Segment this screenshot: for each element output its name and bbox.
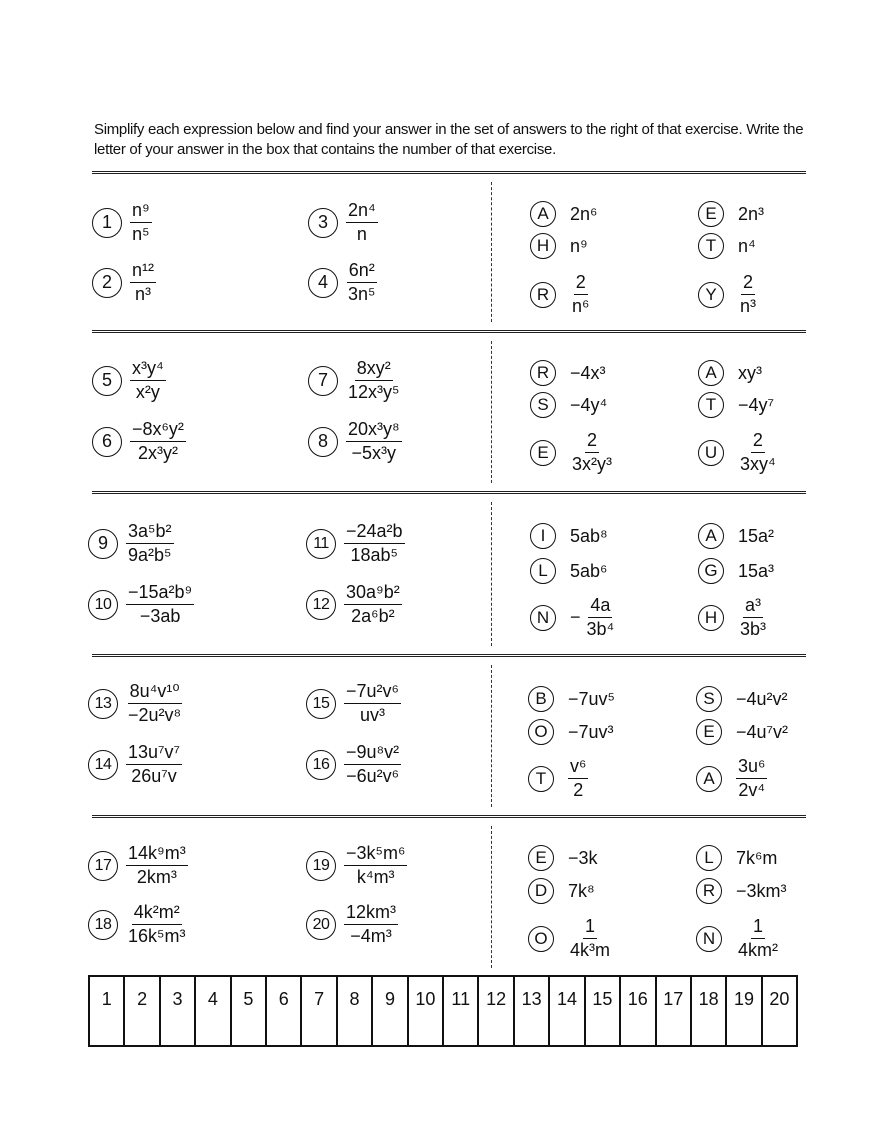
- answer-letter: Y: [698, 282, 724, 308]
- fraction: $\frac{\text{4k²m²}}{\text{16k⁵m³}}$: [128, 902, 186, 946]
- answer-letter: A: [530, 201, 556, 227]
- problem-20: [306, 902, 398, 947]
- column-divider: [491, 341, 492, 483]
- answer-box[interactable]: 8: [338, 977, 373, 1045]
- answer-letter: S: [696, 686, 722, 712]
- fraction: $\frac{4a}{\text{3b⁴}}$: [586, 595, 615, 639]
- column-divider: [491, 665, 492, 807]
- fraction: $\frac{\text{−24a²b}}{\text{18ab⁵}}$: [346, 521, 403, 565]
- problem-number: 5: [92, 366, 122, 396]
- answer-letter: E: [698, 201, 724, 227]
- problem-7: [308, 358, 401, 403]
- column-divider: [491, 502, 492, 646]
- answer-letter: T: [698, 233, 724, 259]
- answer-box[interactable]: 1: [90, 977, 125, 1045]
- answer-choice: [530, 272, 591, 317]
- answer-box[interactable]: 13: [515, 977, 550, 1045]
- answer-choice: A 15a²: [698, 523, 774, 549]
- problem-16: [306, 742, 401, 787]
- problem-number: 2: [92, 268, 122, 298]
- problem-number: 11: [306, 529, 336, 559]
- answer-box[interactable]: 18: [692, 977, 727, 1045]
- answer-letter: O: [528, 926, 554, 952]
- section-divider: [92, 330, 806, 333]
- fraction: $\frac{\text{8xy²}}{\text{12x³y⁵}}$: [348, 358, 400, 402]
- section-divider: [92, 815, 806, 818]
- answer-letter: I: [530, 523, 556, 549]
- fraction: $\frac{\text{12km³}}{\text{−4m³}}$: [346, 902, 397, 946]
- problem-14: [88, 742, 182, 787]
- answer-choice: L 5ab⁶: [530, 558, 607, 584]
- fraction: $\frac{\text{3u⁶}}{\text{2v⁴}}$: [738, 756, 766, 800]
- fraction: $\frac{\text{−9u⁸v²}}{\text{−6u²v⁶}}$: [346, 742, 400, 786]
- fraction: $\frac{\text{n¹²}}{\text{n³}}$: [132, 260, 154, 304]
- answer-choice: [530, 430, 614, 475]
- answer-letter: L: [530, 558, 556, 584]
- problem-number: 20: [306, 910, 336, 940]
- answer-letter: H: [698, 605, 724, 631]
- answer-box[interactable]: 10: [409, 977, 444, 1045]
- fraction: $\frac{1}{\text{4km²}}$: [738, 916, 778, 960]
- fraction: $\frac{\text{−8x⁶y²}}{\text{2x³y²}}$: [132, 419, 184, 463]
- fraction: $\frac{\text{6n²}}{\text{3n⁵}}$: [348, 260, 376, 304]
- answer-choice: H n⁹: [530, 233, 588, 259]
- problem-number: 19: [306, 851, 336, 881]
- section-divider: [92, 654, 806, 657]
- answer-letter: R: [530, 360, 556, 386]
- answer-choice: [528, 756, 588, 801]
- fraction: $\frac{2}{\text{3xy⁴}}$: [740, 430, 776, 474]
- problem-12: [306, 582, 402, 627]
- fraction: $\frac{\text{2n⁴}}{n}$: [348, 200, 376, 244]
- problem-number: 10: [88, 590, 118, 620]
- answer-choice: E −3k: [528, 845, 598, 871]
- answer-box[interactable]: 16: [621, 977, 656, 1045]
- answer-box[interactable]: 17: [657, 977, 692, 1045]
- answer-letter: G: [698, 558, 724, 584]
- problem-9: [88, 521, 174, 566]
- answer-letter: N: [530, 605, 556, 631]
- answer-letter: R: [696, 878, 722, 904]
- answer-choice: D 7k⁸: [528, 878, 595, 904]
- answer-choice: A xy³: [698, 360, 762, 386]
- answer-letter: A: [696, 766, 722, 792]
- answer-letter: A: [698, 360, 724, 386]
- fraction: $\frac{1}{\text{4k³m}}$: [570, 916, 610, 960]
- problem-number: 7: [308, 366, 338, 396]
- problem-18: [88, 902, 187, 947]
- answer-choice: [698, 272, 758, 317]
- answer-box[interactable]: 2: [125, 977, 160, 1045]
- answer-grid: [88, 975, 798, 1047]
- answer-box[interactable]: 19: [727, 977, 762, 1045]
- fraction: $\frac{\text{13u⁷v⁷}}{\text{26u⁷v}}$: [128, 742, 181, 786]
- fraction: $\frac{\text{3a⁵b²}}{\text{9a²b⁵}}$: [128, 521, 172, 565]
- problem-number: 13: [88, 689, 118, 719]
- answer-letter: R: [530, 282, 556, 308]
- problem-15: [306, 681, 401, 726]
- problem-number: 8: [308, 427, 338, 457]
- answer-letter: N: [696, 926, 722, 952]
- answer-letter: D: [528, 878, 554, 904]
- answer-choice: A 2n⁶: [530, 201, 597, 227]
- answer-box[interactable]: 12: [479, 977, 514, 1045]
- answer-choice: [696, 916, 780, 961]
- fraction: $\frac{\text{n⁹}}{\text{n⁵}}$: [132, 200, 150, 244]
- answer-letter: B: [528, 686, 554, 712]
- answer-choice: E −4u⁷v²: [696, 719, 788, 745]
- problem-3: [308, 200, 378, 245]
- answer-box[interactable]: 5: [232, 977, 267, 1045]
- answer-choice: [698, 595, 768, 640]
- column-divider: [491, 182, 492, 322]
- fraction: $\frac{\text{−15a²b⁹}}{-3ab}$: [128, 582, 193, 626]
- answer-letter: T: [698, 392, 724, 418]
- problem-8: [308, 419, 402, 464]
- answer-box[interactable]: 20: [769, 989, 790, 1009]
- fraction: $\frac{\text{a³}}{\text{3b³}}$: [740, 595, 767, 639]
- answer-choice: T −4y⁷: [698, 392, 774, 418]
- answer-box[interactable]: 7: [302, 977, 337, 1045]
- answer-choice: N − $\frac{4a}{\text{3b⁴}}$: [530, 595, 616, 640]
- fraction: $\frac{2}{\text{3x²y³}}$: [572, 430, 612, 474]
- fraction: $\frac{2}{\text{n⁶}}$: [572, 272, 590, 316]
- answer-box[interactable]: 15: [586, 977, 621, 1045]
- answer-choice: [528, 916, 612, 961]
- fraction: $\frac{\text{x³y⁴}}{\text{x²y}}$: [132, 358, 164, 402]
- fraction: $\frac{\text{v⁶}}{2}$: [570, 756, 587, 800]
- answer-choice: G 15a³: [698, 558, 774, 584]
- answer-box[interactable]: 11: [444, 977, 479, 1045]
- answer-choice: R −3km³: [696, 878, 787, 904]
- answer-choice: [696, 756, 767, 801]
- answer-letter: T: [528, 766, 554, 792]
- problem-13: [88, 681, 183, 726]
- answer-choice: [698, 430, 778, 475]
- section-divider: [92, 491, 806, 494]
- answer-box[interactable]: 14: [550, 977, 585, 1045]
- problem-5: [92, 358, 166, 403]
- problem-number: 18: [88, 910, 118, 940]
- problem-number: 1: [92, 208, 122, 238]
- problem-number: 9: [88, 529, 118, 559]
- answer-choice: S −4u²v²: [696, 686, 788, 712]
- fraction: $\frac{2}{\text{n³}}$: [740, 272, 757, 316]
- answer-letter: H: [530, 233, 556, 259]
- problem-number: 3: [308, 208, 338, 238]
- answer-choice: L 7k⁶m: [696, 845, 777, 871]
- fraction: $\frac{\text{14k⁹m³}}{\text{2km³}}$: [128, 843, 186, 887]
- problem-11: [306, 521, 405, 566]
- answer-box[interactable]: 9: [373, 977, 408, 1045]
- problem-4: [308, 260, 377, 305]
- answer-letter: L: [696, 845, 722, 871]
- answer-choice: E 2n³: [698, 201, 764, 227]
- section-divider: [92, 171, 806, 174]
- fraction: $\frac{\text{30a⁹b²}}{\text{2a⁶b²}}$: [346, 582, 400, 626]
- instructions: Simplify each expression below and find your answer in the set of answers to the right of that exercise. Write the letter of your answer in the box that contains the number of that exercise.: [94, 121, 804, 158]
- problem-number: 12: [306, 590, 336, 620]
- problem-number: 15: [306, 689, 336, 719]
- problem-number: 14: [88, 750, 118, 780]
- answer-choice: S −4y⁴: [530, 392, 607, 418]
- problem-19: [306, 843, 407, 888]
- problem-10: [88, 582, 194, 627]
- problem-2: [92, 260, 156, 305]
- problem-6: [92, 419, 186, 464]
- fraction: $\frac{\text{−7u²v⁶}}{\text{uv³}}$: [346, 681, 399, 725]
- problem-17: [88, 843, 188, 888]
- answer-choice: R −4x³: [530, 360, 606, 386]
- fraction: $\frac{\text{−3k⁵m⁶}}{\text{k⁴m³}}$: [346, 843, 406, 887]
- answer-letter: S: [530, 392, 556, 418]
- fraction: $\frac{\text{20x³y⁸}}{\text{−5x³y}}$: [348, 419, 400, 463]
- answer-choice: T n⁴: [698, 233, 756, 259]
- answer-letter: O: [528, 719, 554, 745]
- answer-letter: E: [528, 845, 554, 871]
- problem-number: 16: [306, 750, 336, 780]
- answer-choice: B −7uv⁵: [528, 686, 615, 712]
- answer-choice: O −7uv³: [528, 719, 614, 745]
- problem-number: 17: [88, 851, 118, 881]
- answer-letter: A: [698, 523, 724, 549]
- problem-number: 6: [92, 427, 122, 457]
- answer-letter: U: [698, 440, 724, 466]
- problem-1: [92, 200, 152, 245]
- answer-box[interactable]: 6: [267, 977, 302, 1045]
- answer-box[interactable]: 4: [196, 977, 231, 1045]
- answer-letter: E: [696, 719, 722, 745]
- column-divider: [491, 826, 492, 968]
- answer-letter: E: [530, 440, 556, 466]
- answer-box[interactable]: 3: [161, 977, 196, 1045]
- fraction: $\frac{\text{8u⁴v¹⁰}}{\text{−2u²v⁸}}$: [128, 681, 182, 725]
- answer-choice: I 5ab⁸: [530, 523, 608, 549]
- problem-number: 4: [308, 268, 338, 298]
